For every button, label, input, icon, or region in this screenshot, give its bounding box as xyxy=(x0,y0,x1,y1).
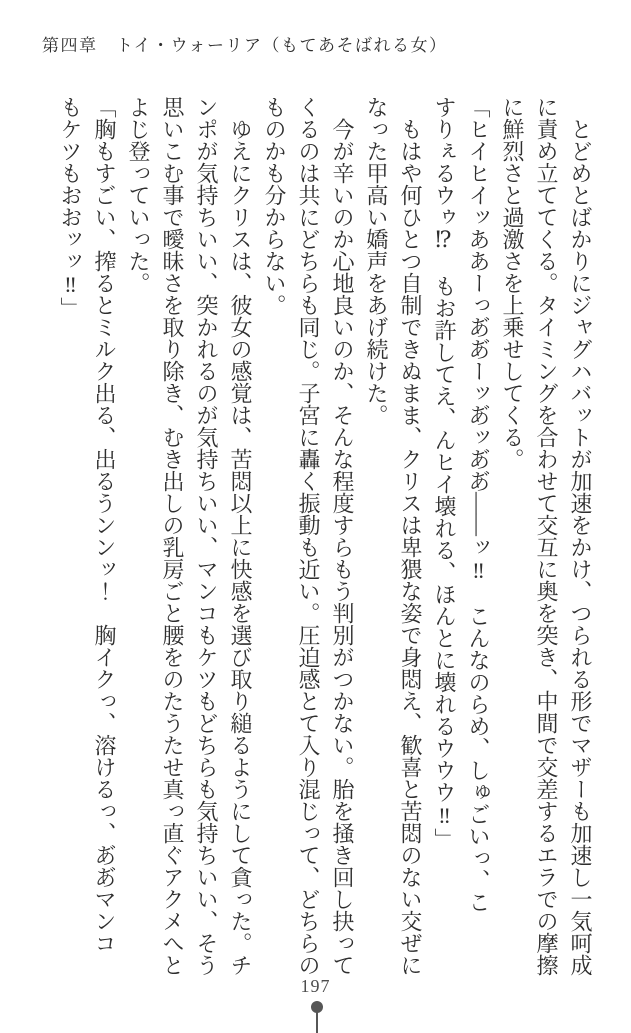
text-line: もはや何ひとつ自制できぬまま、クリスは卑猥な姿で身悶え、歓喜と苦悶のない交ぜに xyxy=(398,96,423,976)
vertical-text-block xyxy=(53,96,597,982)
page-footer xyxy=(0,976,631,997)
text-line: ゆえにクリスは、彼女の感覚は、苦悶以上に快感を選び取り縋るようにして貪った。チ xyxy=(228,96,253,976)
text-line: ンポが気持ちいい、突かれるのが気持ちいい、マンコもケツもどちらも気持ちいい、そう xyxy=(194,96,219,976)
text-line: よじ登っていった。 xyxy=(126,96,151,294)
text-line: 今が辛いのか心地良いのか、そんな程度すらもう判別がつかない。胎を掻き回し抉って xyxy=(330,96,355,976)
text-line: 「胸もすごい、搾るとミルク出る、出るうンンッ！ 胸イクっ、溶けるっ、あ゙あ゙マンコ xyxy=(92,96,117,954)
text-line: もケツもおおッッ‼」 xyxy=(58,96,83,319)
text-line: 「ヒイヒイッああーっあ゙あ゙ーッあ゙ッあ゙あ゙――ッ‼ こんなのらめ、しゅごいっ、こ xyxy=(466,96,491,913)
text-line: に鮮烈さと過激さを上乗せしてくる。 xyxy=(500,96,525,470)
text-line: ものかも分からない。 xyxy=(262,96,287,316)
text-line: なった甲高い嬌声をあげ続けた。 xyxy=(364,96,389,426)
footer-ornament-line xyxy=(316,1008,318,1033)
text-line: とどめとばかりにジャグハバットが加速をかけ、つられる形でマザーも加速し一気呵成 xyxy=(568,96,593,976)
page-number: 197 xyxy=(300,976,331,996)
text-line: に責め立ててくる。タイミングを合わせて交互に奥を突き、中間で交差するエラでの摩擦 xyxy=(534,96,559,976)
text-line: 思いこむ事で曖昧さを取り除き、むき出しの乳房ごと腰をのたうたせ真っ直ぐアクメへと xyxy=(160,96,185,976)
chapter-running-header: 第四章 トイ・ウォーリア（もてあそばれる女） xyxy=(42,36,448,55)
text-line: くるのは共にどちらも同じ。子宮に轟く振動も近い。圧迫感とて入り混じって、どちらの xyxy=(296,96,321,976)
text-line: すりぇるウゥ⁉ もお許してえ、んヒイ壊れる、ほんとに壊れるウウウ‼」 xyxy=(432,96,457,850)
